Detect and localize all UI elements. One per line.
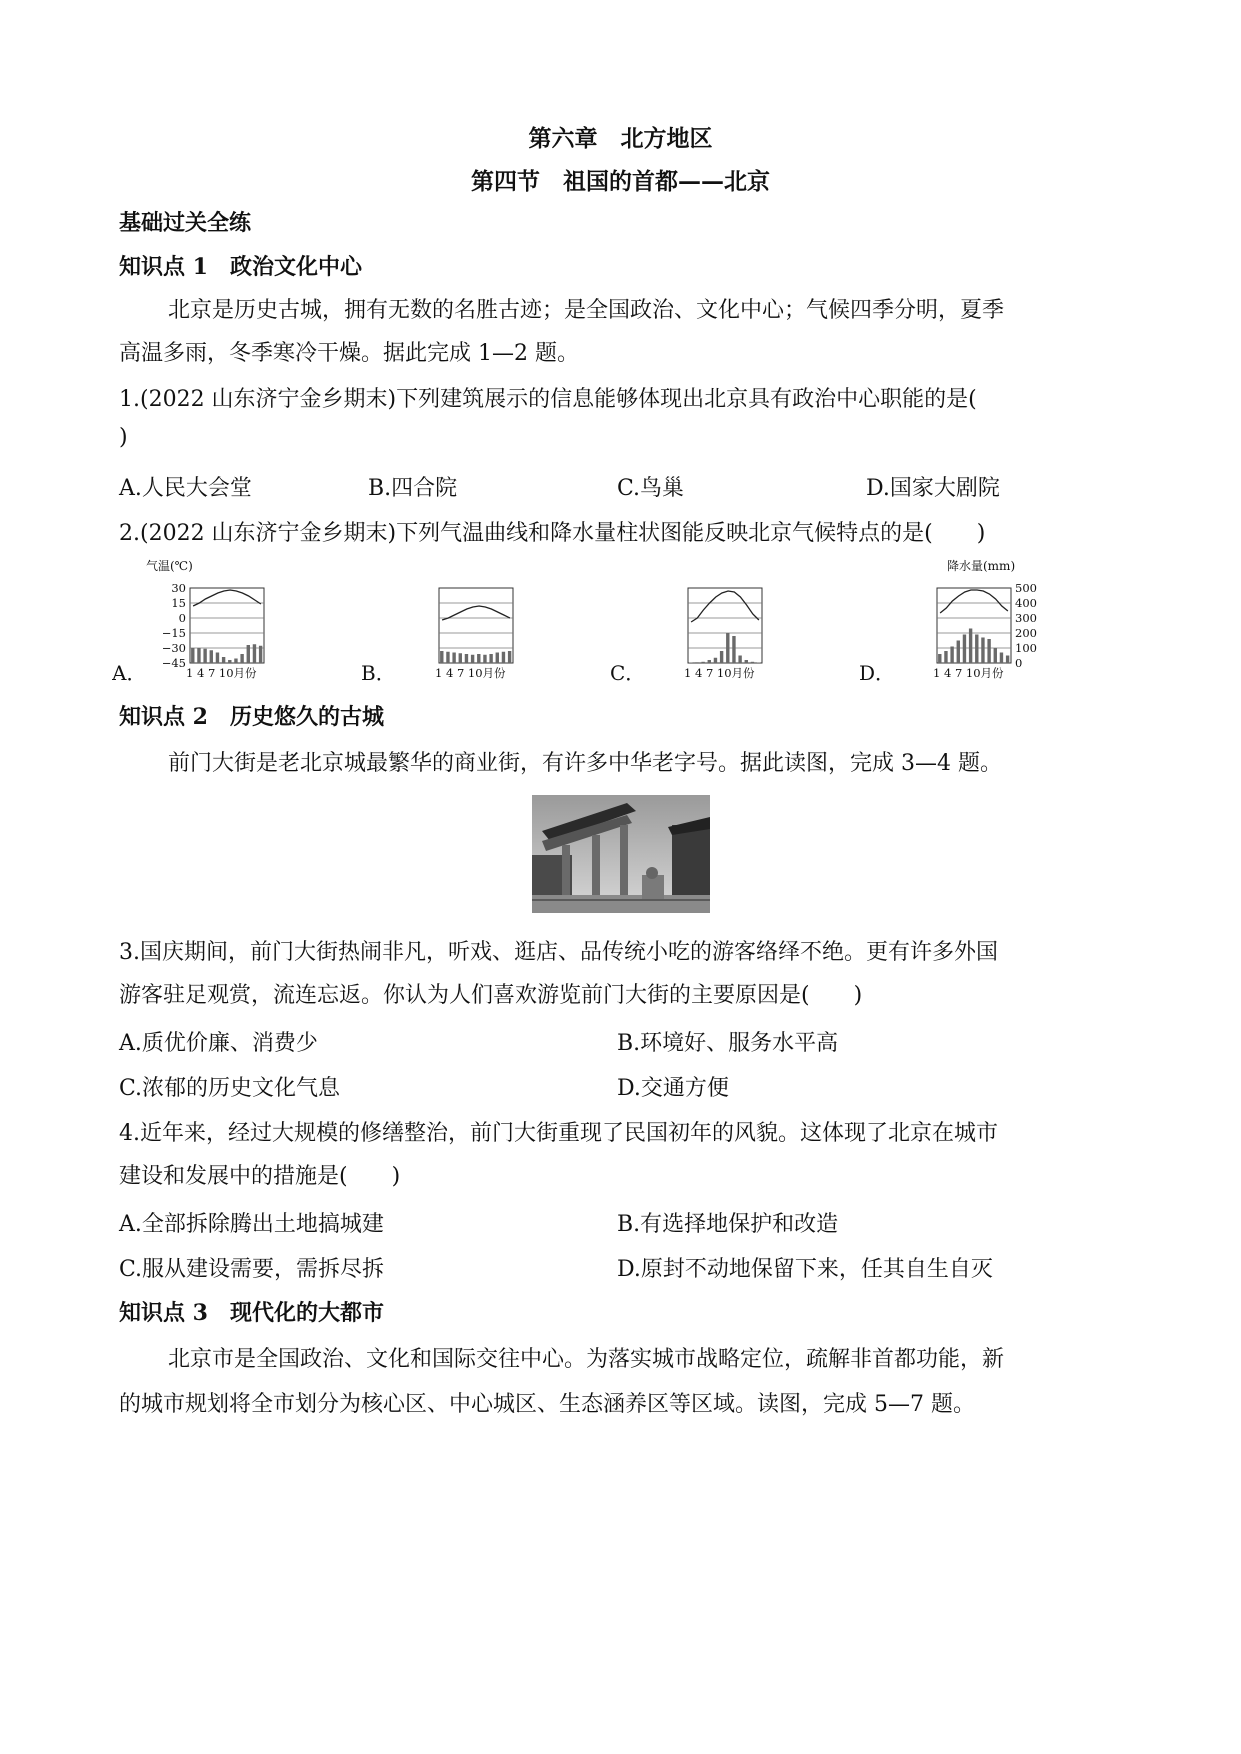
q3-stem-line2: 游客驻足观赏，流连忘返。你认为人们喜欢游览前门大街的主要原因是( ) [119, 983, 863, 1008]
chart-d-precip-tick: 300 [1015, 611, 1037, 625]
chart-b-precip-bar [459, 653, 462, 663]
chart-d-precip-bar [938, 654, 941, 663]
chart-a-letter: A． [112, 661, 147, 685]
chart-d-precip-bar [969, 629, 972, 664]
chart-a-temp-tick: 0 [178, 611, 186, 625]
chart-a-precip-bar [228, 660, 231, 663]
chart-c-precip-bar [714, 658, 717, 663]
chart-b-precip-bar [477, 654, 480, 663]
chart-d-temp-line [940, 590, 1008, 613]
practice-heading: 基础过关全练 [119, 210, 252, 236]
chart-c-temp-line [691, 591, 759, 622]
kp3-intro-line1: 北京市是全国政治、文化和国际交往中心。为落实城市战略定位，疏解非首都功能，新 [168, 1347, 1005, 1372]
chart-b-precip-bar [496, 653, 499, 664]
q3-option-b[interactable]: B.环境好、服务水平高 [617, 1031, 839, 1056]
chart-b-precip-bar [508, 651, 511, 663]
chart-a-temp-tick: −45 [161, 656, 186, 670]
chart-d-precip-bar [957, 641, 960, 664]
chart-a-temp-tick: −15 [161, 626, 186, 640]
chart-d-precip-bar [1000, 653, 1003, 664]
q1-option-b[interactable]: B.四合院 [368, 476, 458, 501]
chart-b-precip-bar [452, 653, 455, 664]
chart-d-precip-tick: 100 [1015, 641, 1037, 655]
q3-option-a[interactable]: A.质优价廉、消费少 [119, 1031, 318, 1056]
chart-c-precip-bar [732, 636, 735, 663]
chart-b-month-axis: 1 4 7 10月份 [435, 666, 506, 680]
chart-d-precip-bar [944, 651, 947, 663]
chart-c-precip-bar [708, 660, 711, 663]
chart-d-month-axis: 1 4 7 10月份 [933, 666, 1004, 680]
chart-a-precip-bar [210, 650, 213, 663]
chart-a-precip-bar [203, 649, 206, 663]
chart-a-temp-tick: 30 [171, 581, 186, 595]
kp1-intro-line1: 北京是历史古城，拥有无数的名胜古迹；是全国政治、文化中心；气候四季分明，夏季 [168, 298, 1005, 323]
q1-stem-line2: ) [119, 425, 128, 450]
chart-b-precip-bar [446, 652, 449, 663]
section-title: 第四节 祖国的首都——北京 [471, 168, 770, 195]
chart-a-precip-bar [234, 659, 237, 664]
chart-d-precip-bar [963, 635, 966, 664]
chart-c-frame [688, 588, 762, 663]
chart-a-temp-tick: 15 [171, 596, 186, 610]
kp2-intro: 前门大街是老北京城最繁华的商业街，有许多中华老字号。据此读图，完成 3—4 题。 [168, 751, 1002, 776]
kp3-intro-line2: 的城市规划将全市划分为核心区、中心城区、生态涵养区等区域。读图，完成 5—7 题。 [119, 1392, 975, 1417]
chart-b-letter: B． [361, 661, 396, 685]
chart-d-precip-tick: 200 [1015, 626, 1037, 640]
chart-c-precip-bar [695, 662, 698, 663]
chart-c-precip-bar [751, 662, 754, 663]
kp1-heading: 知识点 1 政治文化中心 [119, 254, 362, 280]
chart-b-precip-bar [489, 654, 492, 663]
chart-d-precip-bar [981, 638, 984, 664]
chart-a-precip-bar [253, 644, 256, 663]
chart-b-precip-bar [471, 655, 474, 663]
q4-stem-line1: 4.近年来，经过大规模的修缮整治，前门大街重现了民国初年的风貌。这体现了北京在城市 [119, 1121, 998, 1146]
q4-stem-line2: 建设和发展中的措施是( ) [119, 1164, 401, 1189]
chart-d-precip-tick: 0 [1015, 656, 1023, 670]
q1-option-c[interactable]: C.鸟巢 [617, 476, 685, 501]
climate-chart-b-svg [361, 556, 601, 686]
q4-option-c[interactable]: C.服从建设需要，需拆尽拆 [119, 1257, 385, 1282]
climate-chart-b[interactable] [361, 556, 601, 686]
chart-c-precip-bar [701, 662, 704, 663]
chart-a-precip-bar [191, 648, 194, 663]
chart-a-month-axis: 1 4 7 10月份 [186, 666, 257, 680]
q4-option-a[interactable]: A.全部拆除腾出土地搞城建 [119, 1212, 384, 1237]
chart-c-precip-bar [720, 651, 723, 663]
chart-b-precip-bar [483, 655, 486, 663]
chart-a-temp-line [193, 590, 261, 606]
chapter-title: 第六章 北方地区 [528, 125, 713, 152]
chart-d-precip-bar [994, 648, 997, 663]
chart-d-precip-axis-label: 降水量(mm) [947, 559, 1016, 573]
climate-chart-c[interactable] [610, 556, 850, 686]
chart-d-precip-bar [1006, 656, 1009, 664]
q3-stem-line1: 3.国庆期间，前门大街热闹非凡，听戏、逛店、品传统小吃的游客络绎不绝。更有许多外国 [119, 940, 998, 965]
chart-d-precip-tick: 500 [1015, 581, 1037, 595]
kp2-heading: 知识点 2 历史悠久的古城 [119, 704, 384, 730]
chart-d-precip-tick: 400 [1015, 596, 1037, 610]
climate-chart-c-svg [610, 556, 850, 686]
chart-a-precip-bar [222, 657, 225, 663]
chart-a-precip-bar [247, 645, 250, 663]
chart-d-frame [937, 588, 1011, 663]
climate-chart-a-svg [112, 556, 352, 686]
climate-chart-a[interactable] [112, 556, 352, 686]
q3-option-d[interactable]: D.交通方便 [617, 1076, 729, 1101]
chart-d-precip-bar [987, 639, 990, 663]
q1-stem-line1: 1.(2022 山东济宁金乡期末)下列建筑展示的信息能够体现出北京具有政治中心职能的是( [119, 387, 977, 412]
qianmen-street-photo [532, 795, 710, 913]
chart-d-precip-bar [975, 635, 978, 664]
chart-c-letter: C． [610, 661, 646, 685]
chart-b-precip-bar [440, 651, 443, 663]
chart-d-letter: D． [859, 661, 896, 685]
chart-c-precip-bar [745, 660, 748, 663]
q3-option-c[interactable]: C.浓郁的历史文化气息 [119, 1076, 341, 1101]
q1-option-a[interactable]: A.人民大会堂 [119, 476, 252, 501]
chart-d-precip-bar [950, 647, 953, 664]
q4-option-b[interactable]: B.有选择地保护和改造 [617, 1212, 839, 1237]
q2-stem: 2.(2022 山东济宁金乡期末)下列气温曲线和降水量柱状图能反映北京气候特点的是( ) [119, 521, 986, 546]
chart-a-precip-bar [197, 648, 200, 663]
chart-c-month-axis: 1 4 7 10月份 [684, 666, 755, 680]
chart-a-temp-tick: −30 [161, 641, 186, 655]
climate-chart-d[interactable] [859, 556, 1099, 686]
chart-a-precip-bar [240, 654, 243, 663]
chart-b-precip-bar [502, 652, 505, 663]
climate-chart-d-svg [859, 556, 1099, 686]
kp3-heading: 知识点 3 现代化的大都市 [119, 1300, 384, 1326]
chart-a-precip-bar [216, 653, 219, 664]
q1-option-d[interactable]: D.国家大剧院 [866, 476, 1000, 501]
chart-c-precip-bar [726, 633, 729, 663]
kp1-intro-line2: 高温多雨，冬季寒冷干燥。据此完成 1—2 题。 [119, 341, 579, 366]
chart-a-precip-bar [259, 646, 262, 663]
q4-option-d[interactable]: D.原封不动地保留下来，任其自生自灭 [617, 1257, 993, 1282]
chart-a-temp-axis-label: 气温(℃) [146, 559, 193, 573]
chart-c-precip-bar [738, 656, 741, 664]
chart-b-precip-bar [465, 654, 468, 663]
